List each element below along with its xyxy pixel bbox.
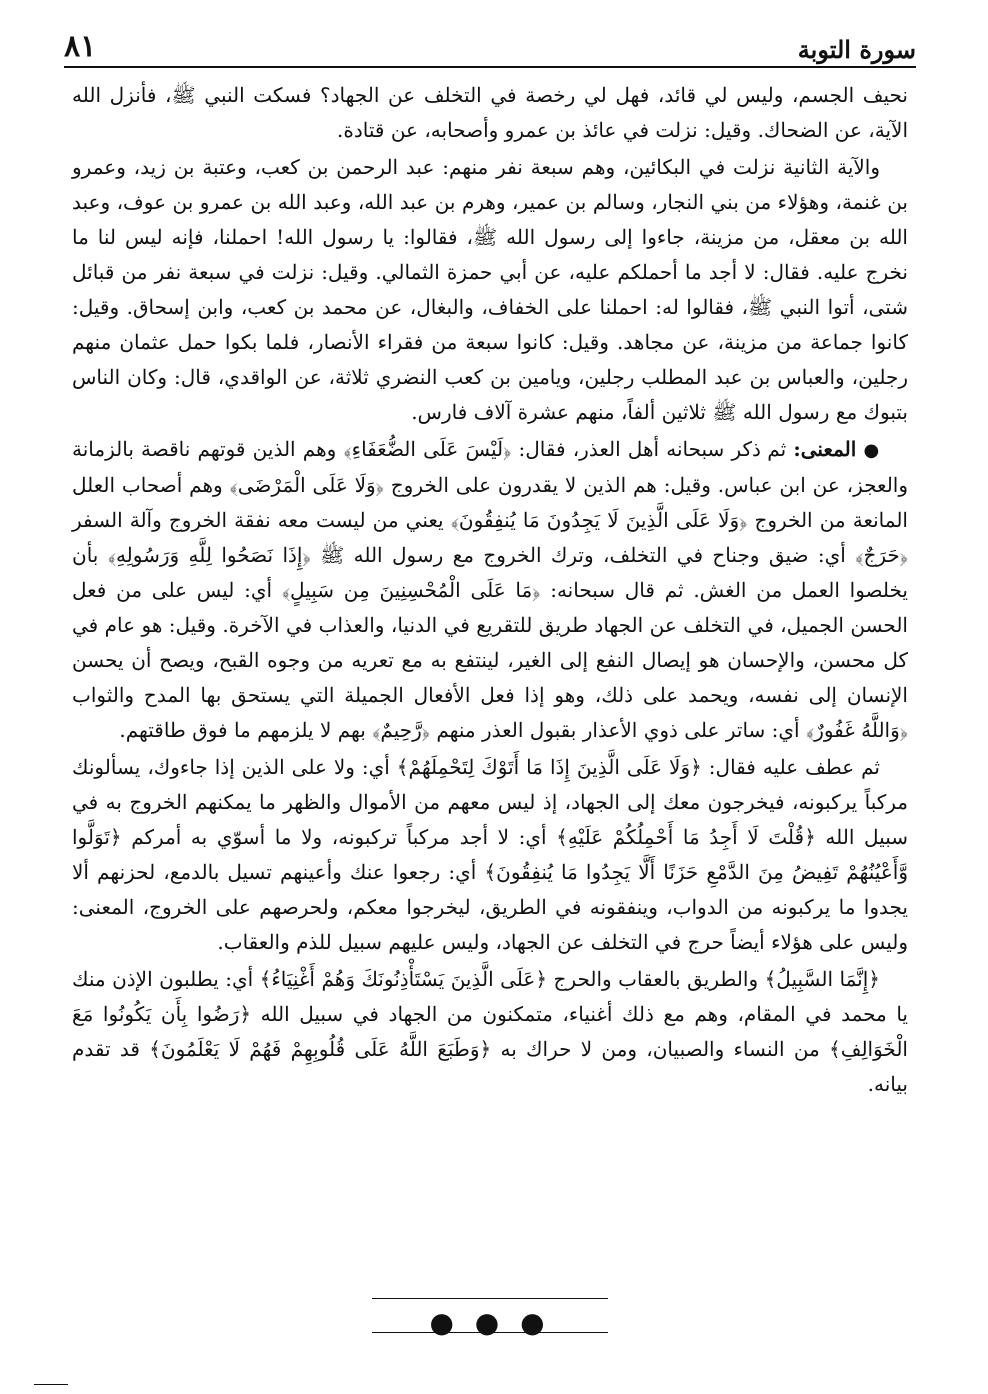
end-rule-bottom <box>372 1332 608 1333</box>
page-header <box>64 18 916 64</box>
main-text <box>72 78 908 1102</box>
paragraph-explanation-2: ﴿إِنَّمَا السَّبِيلُ﴾ والطريق بالعقاب والحرج ﴿عَلَى الَّذِينَ يَسْتَأْذِنُونَكَ وَهُمْ أَغْنِيَاءُ﴾ أي: يطلبون الإذن منك يا محمد في المقام، وهم مع ذلك أغنياء، متمكنون من الجهاد في سبيل الله ﴿رَضُوا بِأَن يَكُونُوا مَعَ الْخَوَالِفِ﴾ من النساء والصبيان، ومن لا حراك به ﴿وَطَبَعَ اللَّهُ عَلَى قُلُوبِهِمْ فَهُمْ لَا يَعْلَمُونَ﴾ قد تقدم بيانه. <box>72 967 908 1096</box>
end-rule-top <box>372 1298 608 1299</box>
page-number: ٨١ <box>64 29 97 64</box>
end-ornament: ● ● ● <box>429 1306 551 1339</box>
meaning-text: ثم ذكر سبحانه أهل العذر، فقال: ﴿لَيْسَ عَلَى الضُّعَفَاءِ﴾ وهم الذين قوتهم ناقصة بالزمانة والعجز، عن ابن عباس. وقيل: هم الذين لا يقدرون على الخروج ﴿وَلَا عَلَى الْمَرْضَى﴾ وهم أصحاب العلل المانعة من الخروج ﴿وَلَا عَلَى الَّذِينَ لَا يَجِدُونَ مَا يُنفِقُونَ﴾ يعني من ليست معه نفقة الخروج وآلة السفر ﴿حَرَجٌ﴾ أي: ضيق وجناح في التخلف، وترك الخروج مع رسول الله ﷺ ﴿إِذَا نَصَحُوا لِلَّهِ وَرَسُولِهِ﴾ بأن يخلصوا العمل من الغش. ثم قال سبحانه: ﴿مَا عَلَى الْمُحْسِنِينَ مِن سَبِيلٍ﴾ أي: ليس على من فعل الحسن الجميل، في التخلف عن الجهاد طريق للتقريع في الدنيا، والعذاب في الآخرة. وقيل: هو عام في كل محسن، والإحسان هو إيصال النفع إلى الغير، لينتفع به مع تعريه من وجوه القبح، ويصح أن يحسن الإنسان إلى نفسه، ويحمد على ذلك، وهو إذا فعل الأفعال الجميلة التي يستحق بها المدح والثواب ﴿وَاللَّهُ غَفُورٌ﴾ أي: ساتر على ذوي الأعذار بقبول العذر منهم ﴿رَّحِيمٌ﴾ بهم لا يلزمهم ما فوق طاقتهم. <box>72 437 908 742</box>
paragraph-occasion-2: والآية الثانية نزلت في البكائين، وهم سبعة نفر منهم: عبد الرحمن بن كعب، وعتبة بن زيد، وعمرو بن غنمة، وهؤلاء من بني النجار، وسالم بن عمير، وهرم بن عبد الله، وعبد الله بن عمرو بن عوف، وعبد الله بن معقل، من مزينة، جاءوا إلى رسول الله ﷺ، فقالوا: يا رسول الله! احملنا، فإنه ليس لنا ما نخرج عليه. فقال: لا أجد ما أحملكم عليه، عن أبي حمزة الثمالي. وقيل: نزلت في سبعة نفر من قبائل شتى، أتوا النبي ﷺ، فقالوا له: احملنا على الخفاف، والبغال، عن محمد بن كعب، وابن إسحاق. وقيل: كانوا جماعة من مزينة، عن مجاهد. وقيل: كانوا سبعة من فقراء الأنصار، فلما بكوا حمل عثمان منهم رجلين، والعباس بن عبد المطلب رجلين، ويامين بن كعب النضري ثلاثة، عن الواقدي، قال: وكان الناس بتبوك مع رسول الله ﷺ ثلاثين ألفاً، منهم عشرة آلاف فارس. <box>72 155 908 424</box>
surah-title: سورة التوبة <box>797 35 916 64</box>
footer-mark <box>34 1384 68 1385</box>
paragraph-occasion-1: نحيف الجسم، وليس لي قائد، فهل لي رخصة في التخلف عن الجهاد؟ فسكت النبي ﷺ، فأنزل الله الآية، عن الضحاك. وقيل: نزلت في عائذ بن عمرو وأصحابه، عن قتادة. <box>72 83 908 142</box>
meaning-label: المعنى: <box>793 437 857 461</box>
header-rule <box>64 66 916 68</box>
paragraph-explanation-1: ثم عطف عليه فقال: ﴿وَلَا عَلَى الَّذِينَ إِذَا مَا أَتَوْكَ لِتَحْمِلَهُمْ﴾ أي: ولا على الذين إذا جاءوك، يسألونك مركباً يركبونه، فيخرجون معك إلى الجهاد، إذ ليس معهم من الأموال والظهر ما يمكنهم الخروج به في سبيل الله ﴿قُلْتَ لَا أَجِدُ مَا أَحْمِلُكُمْ عَلَيْهِ﴾ أي: لا أجد مركباً تركبونه، ولا ما أسوّي به أمركم ﴿تَوَلَّوا وَّأَعْيُنُهُمْ تَفِيضُ مِنَ الدَّمْعِ حَزَنًا أَلَّا يَجِدُوا مَا يُنفِقُونَ﴾ أي: رجعوا عنك وأعينهم تسيل بالدمع، لحزنهم ألا يجدوا ما يركبونه من الدواب، وينفقونه في الطريق، ليخرجوا معكم، ولحرصهم على الخروج، المعنى: وليس على هؤلاء أيضاً حرج في التخلف عن الجهاد، وليس عليهم سبيل للذم والعقاب. <box>72 755 908 954</box>
paragraph-meaning <box>72 432 908 748</box>
bullet-icon: ● <box>863 440 880 461</box>
